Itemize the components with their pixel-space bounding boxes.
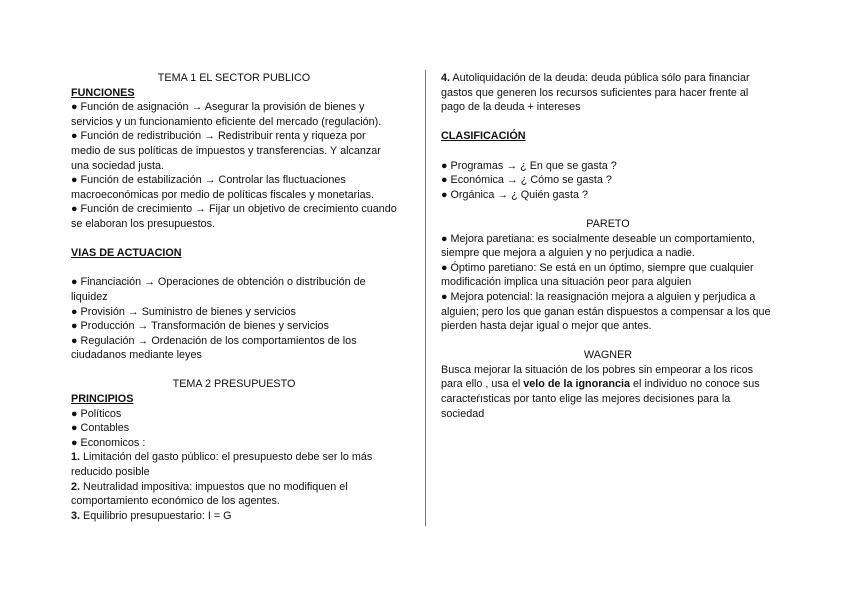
spacer [441,144,775,159]
via-item: ● Financiación → Operaciones de obtención o distribución de liquidez [71,276,366,303]
clasificacion-heading: CLASIFICACIÓN [441,130,526,143]
vias-heading: VIAS DE ACTUACION [71,247,182,260]
spacer [71,261,397,276]
item-number: 3. [71,509,81,522]
spacer [441,115,775,130]
funcion-item: ● Función de redistribución → Redistribuir renta y riqueza por medio de sus políticas de impuestos y transferencias. Y alcanzar una sociedad justa. [71,130,381,172]
principio-item: ● Políticos [71,407,122,420]
spacer [71,363,397,378]
tema2-title: TEMA 2 PRESUPUESTO [172,378,296,391]
item-text: Limitación del gasto público: el presupuesto debe ser lo más reducido posible [71,451,373,479]
wagner-bold-term: velo de la ignorancia [523,378,631,391]
numbered-item [71,450,397,479]
pareto-item: ● Óptimo paretiano: Se está en un óptimo, siempre que cualquier modificación implica una situación peor para alguien [441,261,754,289]
item-text: Neutralidad impositiva: impuestos que no modifiquen el comportamiento económico de los agentes. [71,480,348,508]
principios-heading: PRINCIPIOS [71,393,134,406]
pareto-title: PARETO [586,217,630,230]
right-column [441,71,775,421]
tema1-title: TEMA 1 EL SECTOR PUBLICO [157,72,311,84]
wagner-text: Busca mejorar la situación de los pobres sin empeorar a los ricos para ello , usa el [441,363,754,391]
numbered-item [441,71,775,115]
via-item: ● Producción → Transformación de bienes y servicios [71,320,329,333]
via-item: ● Regulación → Ordenación de los comportamientos de los ciudadanos mediante leyes [71,334,357,362]
wagner-paragraph [441,363,775,421]
clasificacion-item: ● Económica → ¿ Cómo se gasta ? [441,174,612,187]
item-number: 1. [71,451,81,464]
principio-item: ● Economicos : [71,436,146,449]
wagner-text: el individuo no conoce sus caracteŕısticas por tanto elige las mejores decisiones para la sociedad [441,378,760,420]
spacer [71,232,397,247]
clasificacion-item: ● Orgánica → ¿ Quién gasta ? [441,188,588,201]
item-number: 4. [441,72,451,84]
funcion-item: ● Función de estabilización → Controlar las fluctuaciones macroeconómicas por medio de políticas fiscales y monetarias. [71,174,375,201]
numbered-item [71,480,397,509]
item-text: Autoliquidación de la deuda: deuda pública sólo para financiar gastos que generen los recursos suficientes para hacer frente al pago de la deuda + intereses [441,72,750,114]
item-number: 2. [71,480,81,493]
column-divider [425,70,426,526]
principio-item: ● Contables [71,422,130,435]
numbered-item [71,509,397,524]
item-text: Equilibrio presupuestario: I = G [80,509,232,522]
wagner-title: WAGNER [583,349,633,362]
pareto-item: ● Mejora potencial: la reasignación mejora a alguien y perjudica a alguien; pero los que ganan están dispuestos a compensar a los que pierden hasta dejar igual o mejor que antes. [441,290,771,333]
pareto-item: ● Mejora paretiana: es socialmente deseable un comportamiento, siempre que mejora a alguien y no perjudica a nadie. [441,232,755,260]
clasificacion-item: ● Programas → ¿ En que se gasta ? [441,159,617,172]
left-column [71,71,397,523]
spacer [441,202,775,217]
spacer [441,334,775,349]
funciones-heading: FUNCIONES [71,86,135,99]
funcion-item: ● Función de crecimiento → Fijar un objetivo de crecimiento cuando se elaboran los presupuestos. [71,203,397,230]
funcion-item: ● Función de asignación → Asegurar la provisión de bienes y servicios y un funcionamiento eficiente del mercado (regulación). [71,101,382,128]
via-item: ● Provisión → Suministro de bienes y servicios [71,305,296,318]
